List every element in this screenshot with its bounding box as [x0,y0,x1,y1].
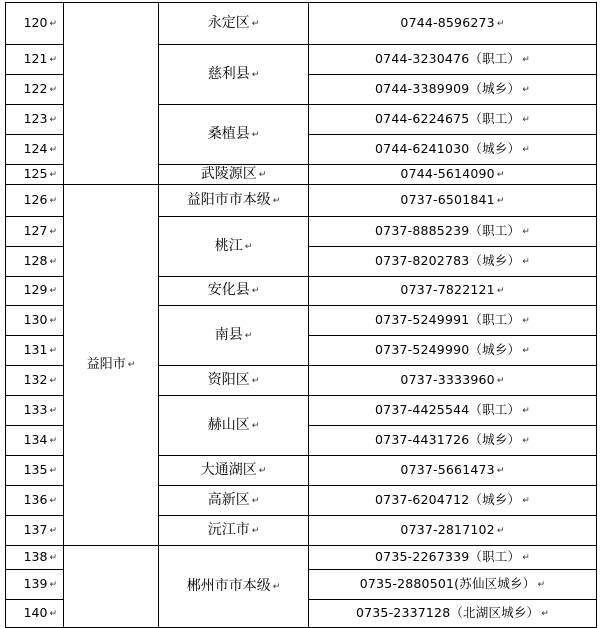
phone-cell: 0737-5661473 ↵ [309,456,597,486]
pilcrow-icon: ↵ [522,495,530,506]
pilcrow-icon: ↵ [49,435,57,446]
phone-cell: 0735-2267339（职工） ↵ [309,546,597,570]
pilcrow-icon: ↵ [49,345,57,356]
city-cell [64,546,159,628]
row-number: 125 ↵ [6,165,64,185]
pilcrow-icon: ↵ [496,286,505,296]
row-number: 120 ↵ [6,3,64,45]
pilcrow-icon: ↵ [127,359,136,370]
pilcrow-icon: ↵ [522,435,530,446]
county-cell: 高新区 ↵ [159,486,309,516]
phone-cell: 0737-4425544（职工） ↵ [309,396,597,426]
row-number: 134 ↵ [6,426,64,456]
pilcrow-icon: ↵ [49,465,57,476]
pilcrow-icon: ↵ [251,525,260,536]
pilcrow-icon: ↵ [49,286,57,296]
pilcrow-icon: ↵ [49,54,57,65]
pilcrow-icon: ↵ [522,405,530,416]
pilcrow-icon: ↵ [49,405,57,416]
pilcrow-icon: ↵ [49,114,57,125]
pilcrow-icon: ↵ [522,144,530,155]
pilcrow-icon: ↵ [251,129,260,140]
phone-cell: 0744-8596273 ↵ [309,3,597,45]
county-cell: 沅江市 ↵ [159,516,309,546]
county-cell: 南县 ↵ [159,306,309,366]
county-cell: 安化县 ↵ [159,277,309,306]
row-number: 124 ↵ [6,135,64,165]
phone-cell: 0737-6204712（城乡） ↵ [309,486,597,516]
row-number: 129 ↵ [6,277,64,306]
county-cell: 慈利县 ↵ [159,45,309,105]
pilcrow-icon: ↵ [49,525,57,536]
contact-table [5,2,597,628]
pilcrow-icon: ↵ [541,608,550,619]
row-number: 138 ↵ [6,546,64,570]
pilcrow-icon: ↵ [258,169,267,180]
row-number: 132 ↵ [6,366,64,396]
pilcrow-icon: ↵ [522,256,530,267]
row-number: 130 ↵ [6,306,64,336]
phone-cell: 0737-8885239（职工） ↵ [309,217,597,247]
pilcrow-icon: ↵ [49,169,57,180]
pilcrow-icon: ↵ [49,84,57,95]
table-row [6,3,597,45]
pilcrow-icon: ↵ [496,465,505,476]
table-row [6,546,597,570]
pilcrow-icon: ↵ [496,18,505,29]
table-row [6,185,597,217]
pilcrow-icon: ↵ [496,195,505,206]
pilcrow-icon: ↵ [522,552,530,563]
county-cell: 郴州市市本级 ↵ [159,546,309,628]
pilcrow-icon: ↵ [49,495,57,506]
county-cell: 永定区 ↵ [159,3,309,45]
pilcrow-icon: ↵ [251,375,260,386]
pilcrow-icon: ↵ [496,375,505,386]
pilcrow-icon: ↵ [244,241,253,252]
pilcrow-icon: ↵ [522,315,530,326]
phone-cell: 0744-3230476（职工） ↵ [309,45,597,75]
phone-cell: 0737-3333960 ↵ [309,366,597,396]
pilcrow-icon: ↵ [49,195,57,206]
phone-cell: 0744-3389909（城乡） ↵ [309,75,597,105]
pilcrow-icon: ↵ [522,54,530,65]
county-cell: 赫山区 ↵ [159,396,309,456]
county-cell: 武陵源区 ↵ [159,165,309,185]
phone-cell: 0737-6501841 ↵ [309,185,597,217]
pilcrow-icon: ↵ [49,608,57,619]
phone-cell: 0737-2817102 ↵ [309,516,597,546]
pilcrow-icon: ↵ [496,525,505,536]
row-number: 137 ↵ [6,516,64,546]
row-number: 131 ↵ [6,336,64,366]
phone-cell: 0737-5249991（职工） ↵ [309,306,597,336]
pilcrow-icon: ↵ [49,144,57,155]
phone-cell: 0737-8202783（城乡） ↵ [309,247,597,277]
phone-cell: 0744-6224675（职工） ↵ [309,105,597,135]
pilcrow-icon: ↵ [49,579,57,590]
phone-cell: 0737-4431726（城乡） ↵ [309,426,597,456]
pilcrow-icon: ↵ [258,465,267,476]
row-number: 128 ↵ [6,247,64,277]
pilcrow-icon: ↵ [49,315,57,326]
row-number: 122 ↵ [6,75,64,105]
pilcrow-icon: ↵ [244,330,253,341]
county-cell: 益阳市市本级 ↵ [159,185,309,217]
pilcrow-icon: ↵ [49,256,57,267]
phone-cell: 0735-2337128（北湖区城乡） ↵ [309,600,597,628]
phone-cell: 0737-5249990（城乡） ↵ [309,336,597,366]
pilcrow-icon: ↵ [49,375,57,386]
row-number: 140 ↵ [6,600,64,628]
pilcrow-icon: ↵ [251,286,260,296]
pilcrow-icon: ↵ [49,552,57,563]
county-cell: 大通湖区 ↵ [159,456,309,486]
pilcrow-icon: ↵ [272,581,281,592]
city-cell [64,3,159,185]
county-cell: 桃江 ↵ [159,217,309,277]
row-number: 127 ↵ [6,217,64,247]
city-cell: 益阳市 ↵ [64,185,159,546]
pilcrow-icon: ↵ [272,195,281,206]
phone-cell: 0735-2880501(苏仙区城乡） ↵ [309,570,597,600]
county-cell: 资阳区 ↵ [159,366,309,396]
pilcrow-icon: ↵ [522,114,530,125]
phone-cell: 0744-6241030（城乡） ↵ [309,135,597,165]
row-number: 136 ↵ [6,486,64,516]
row-number: 133 ↵ [6,396,64,426]
phone-cell: 0737-7822121 ↵ [309,277,597,306]
pilcrow-icon: ↵ [522,84,530,95]
county-cell: 桑植县 ↵ [159,105,309,165]
pilcrow-icon: ↵ [496,169,505,180]
row-number: 135 ↵ [6,456,64,486]
pilcrow-icon: ↵ [49,18,57,29]
pilcrow-icon: ↵ [251,420,260,431]
row-number: 139 ↵ [6,570,64,600]
row-number: 126 ↵ [6,185,64,217]
pilcrow-icon: ↵ [537,579,546,590]
pilcrow-icon: ↵ [522,345,530,356]
pilcrow-icon: ↵ [251,495,260,506]
row-number: 121 ↵ [6,45,64,75]
pilcrow-icon: ↵ [49,226,57,237]
row-number: 123 ↵ [6,105,64,135]
phone-cell: 0744-5614090 ↵ [309,165,597,185]
pilcrow-icon: ↵ [251,18,260,29]
pilcrow-icon: ↵ [522,226,530,237]
pilcrow-icon: ↵ [251,69,260,80]
